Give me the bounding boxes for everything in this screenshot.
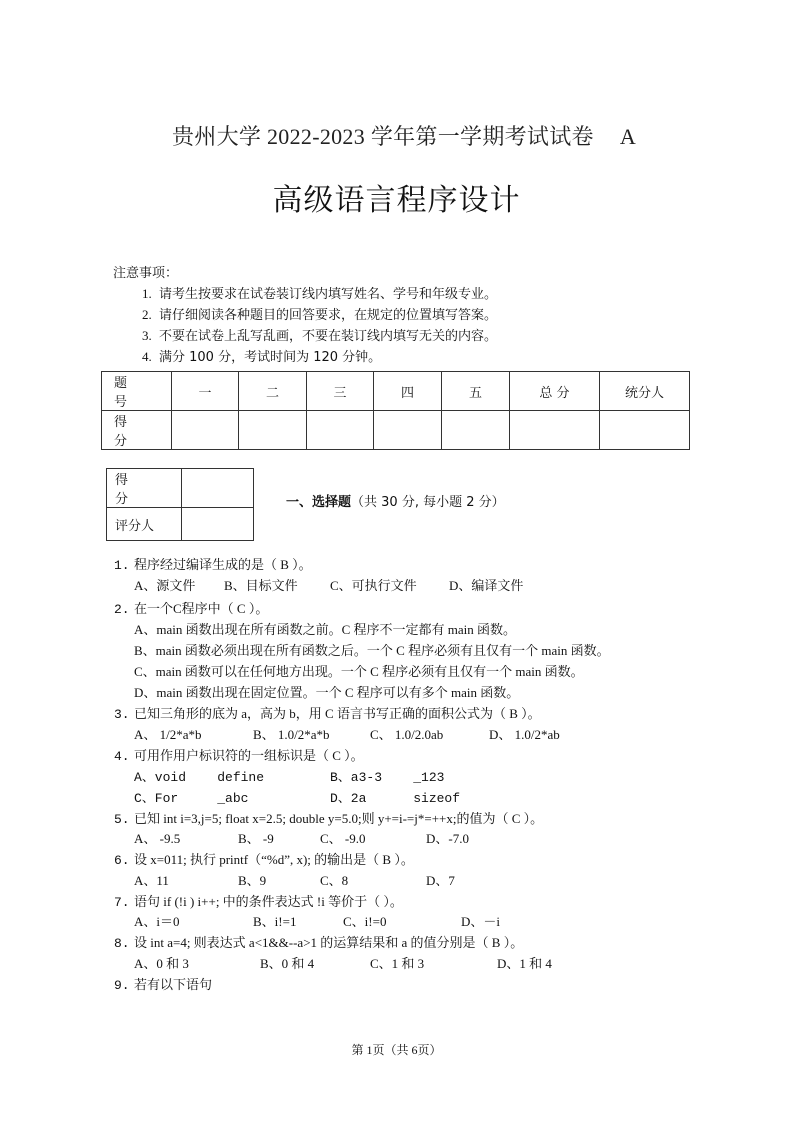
option-d: D、main 函数出现在固定位置。一个 C 程序可以有多个 main 函数。 [134,685,520,700]
question-stem [114,703,541,722]
row-header-question-number: 题 号 [102,372,172,411]
section-score-cell[interactable] [182,469,254,508]
question-stem [114,745,364,764]
option-a: A、11 [134,873,169,888]
section-title-main: 一、选择题 [286,495,352,510]
option-c: C、8 [320,873,349,888]
score-table-header-row [102,372,690,411]
option-d: D、－i [461,914,501,929]
question-text: 已知 int i=3,j=5; float x=2.5; double y=5.0;则 y+=i-=j*=++x;的值为（ C ）。 [134,811,544,826]
option-d: D、1 和 4 [497,956,552,971]
question-stem [114,554,312,573]
notice-heading: 注意事项： [113,266,179,281]
notice-item [142,325,497,344]
question-stem [114,598,268,617]
column-header: 三 [307,372,374,411]
option-d: D、-7.0 [426,831,469,846]
row-header-score: 得 分 [102,411,172,450]
option-a: A、 1/2*a*b [134,727,202,742]
option-row [134,787,694,805]
question-number: 9. [114,978,130,993]
column-header: 统分人 [600,372,690,411]
question-stem [114,891,403,910]
option-b: B、9 [238,873,267,888]
notice-item-text: 满分 100 分，考试时间为 120 分钟。 [159,350,382,365]
question-text: 设 int a=4; 则表达式 a<1&&--a>1 的运算结果和 a 的值分别是（ B ）。 [134,935,524,950]
section-score-label: 得 分 [107,469,182,508]
question-stem [114,932,523,951]
question-number: 5. [114,812,130,827]
question-text: 在一个C程序中（ C ）。 [134,601,269,616]
option-d: D、2a sizeof [330,791,461,806]
question-number: 3. [114,707,130,722]
notice-item-number: 4. [142,349,152,364]
option-a: A、void define [134,770,265,785]
option-row [134,828,694,846]
notice-item-number: 2. [142,307,152,322]
column-header: 一 [172,372,239,411]
option-b: B、a3-3 _123 [330,770,445,785]
question-text: 程序经过编译生成的是（ B ）。 [134,557,312,572]
notice-item-number: 1. [142,286,152,301]
question-number: 6. [114,853,130,868]
score-cell[interactable] [172,411,239,450]
question-stem [114,808,543,827]
exam-title-text: 贵州大学 2022-2023 学年第一学期考试试卷 [172,124,594,149]
exam-title [172,120,636,151]
option-b: B、main 函数必须出现在所有函数之后。一个 C 程序必须有且仅有一个 main 函数。 [134,643,610,658]
section-title-subtitle: （共 30 分, 每小题 2 分） [351,495,505,510]
question-number: 2. [114,602,130,617]
score-cell[interactable] [374,411,442,450]
question-text: 已知三角形的底为 a，高为 b，用 C 语言书写正确的面积公式为（ B ）。 [134,706,541,721]
option-row [134,870,694,888]
option-a: A、i＝0 [134,914,180,929]
option-b: B、 1.0/2*a*b [253,727,330,742]
notice-item-text: 请仔细阅读各种题目的回答要求，在规定的位置填写答案。 [159,308,498,323]
column-header: 五 [442,372,510,411]
score-table-score-row [102,411,690,450]
option-c: C、main 函数可以在任何地方出现。一个 C 程序必须有且仅有一个 main 函数。 [134,664,584,679]
question-stem [114,849,414,868]
score-cell[interactable] [600,411,690,450]
question-text: 设 x=011; 执行 printf（“%d”, x); 的输出是（ B ）。 [134,852,414,867]
question-text: 可用作用户标识符的一组标识是（ C ）。 [134,748,364,763]
option-a: A、0 和 3 [134,956,189,971]
option-row [134,911,694,929]
course-title: 高级语言程序设计 [272,183,521,218]
option-c: C、1 和 3 [370,956,425,971]
option-row [134,766,694,784]
score-table [101,371,690,450]
notice-item-number: 3. [142,328,152,343]
question-text: 若有以下语句 [134,977,213,992]
option-c: C、 1.0/2.0ab [370,727,444,742]
option-b: B、 -9 [238,831,274,846]
score-cell[interactable] [239,411,307,450]
option-c: C、i!=0 [343,914,387,929]
column-header: 四 [374,372,442,411]
column-header: 二 [239,372,307,411]
question-number: 7. [114,895,130,910]
question-number: 4. [114,749,130,764]
option-d: D、编译文件 [449,578,524,593]
column-header: 总 分 [510,372,600,411]
question-text: 语句 if (!i ) i++; 中的条件表达式 !i 等价于（ ）。 [134,894,403,909]
option-c: C、 -9.0 [320,831,366,846]
option-a: A、main 函数出现在所有函数之前。C 程序不一定都有 main 函数。 [134,622,517,637]
option-row [134,575,694,593]
section-grader-cell[interactable] [182,508,254,541]
question-number: 8. [114,936,130,951]
notice-item [142,283,497,302]
option-b: B、目标文件 [224,578,298,593]
question-number: 1. [114,558,130,573]
notice-item [142,346,381,365]
section-grader-label: 评分人 [107,508,182,541]
option-c: C、可执行文件 [330,578,417,593]
option-c: C、For _abc [134,791,249,806]
score-cell[interactable] [307,411,374,450]
option-row [134,953,694,971]
section-score-box [106,468,254,541]
option-d: D、 1.0/2*ab [489,727,560,742]
section-title [286,491,505,510]
option-row [134,724,694,742]
option-a: A、 -9.5 [134,831,181,846]
score-cell[interactable] [442,411,510,450]
option-d: D、7 [426,873,455,888]
option-b: B、0 和 4 [260,956,315,971]
page-footer: 第 1页（共 6页） [351,1043,442,1057]
notice-item-text: 不要在试卷上乱写乱画，不要在装订线内填写无关的内容。 [159,329,498,344]
notice-item-text: 请考生按要求在试卷装订线内填写姓名、学号和年级专业。 [159,287,498,302]
option-a: A、源文件 [134,578,196,593]
paper-variant: A [619,124,637,149]
option-b: B、i!=1 [253,914,297,929]
question-stem [114,974,212,993]
score-cell[interactable] [510,411,600,450]
notice-item [142,304,497,323]
